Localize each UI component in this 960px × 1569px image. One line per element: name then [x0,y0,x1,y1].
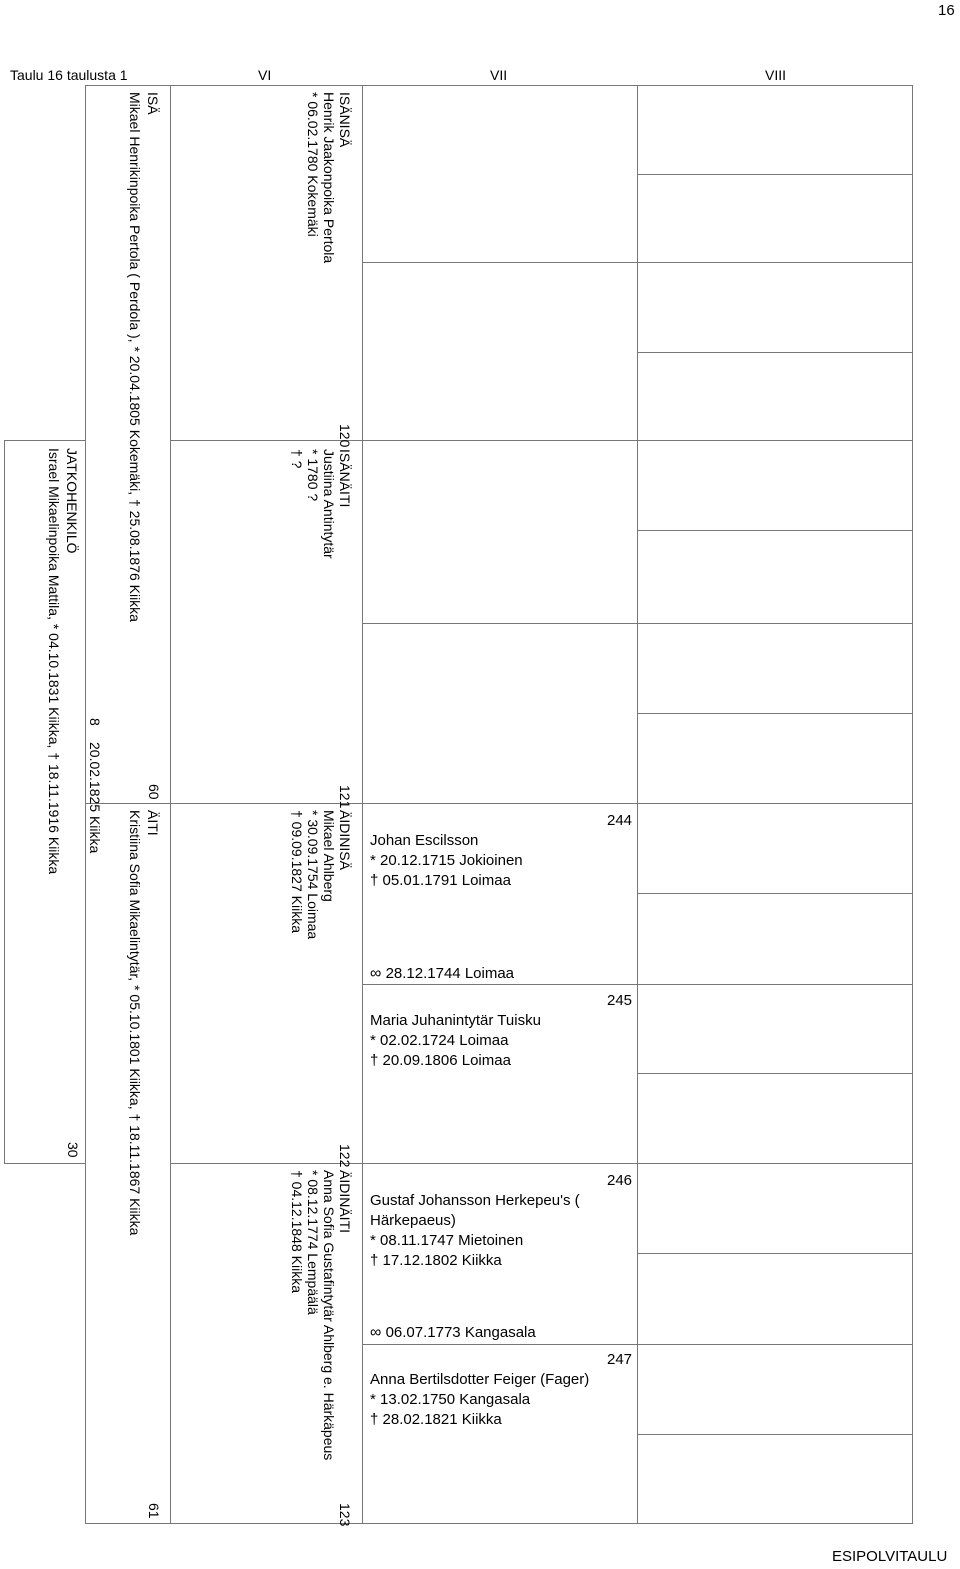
marriage-246-text: 06.07.1773 Kangasala [385,1324,536,1341]
proband-number: 30 [65,1142,81,1158]
page-number: 16 [938,2,955,19]
ancestor-247-death: † 28.02.1821 Kiikka [370,1411,502,1428]
maternal-grandmother-number: 122 [337,1144,353,1168]
mother-entry [126,810,162,1235]
maternal-grandmother-name: Anna Sofia Gustafintytär Ahlberg e. Härkäpeus [321,1170,337,1461]
ancestor-245-name: Maria Juhanintytär Tuisku [370,1012,541,1029]
generation-vii-label: VII [490,67,508,83]
paternal-grandfather-birth: * 06.02.1780 Kokemäki [305,92,321,237]
table-title: Taulu 16 taulustа 1 [10,67,128,83]
paternal-grandfather-label: ISÄNISÄ [337,92,353,148]
maternal-grandmother-number-2: 123 [337,1503,353,1527]
parents-marriage-date: 20.02.1825 Kiikka [87,742,103,854]
father-details: Mikael Henrikinpoika Pertola ( Perdola ), * 20.04.1805 Kokemäki, † 25.08.1876 Kiikka [127,92,143,622]
ancestor-244 [370,831,523,891]
marriage-icon: ∞ [370,1324,382,1341]
maternal-grandmother-entry [289,1170,353,1460]
parents-marriage-date-block [86,742,104,853]
generation-viii-label: VIII [765,67,787,83]
ancestor-246-death: † 17.12.1802 Kiikka [370,1252,502,1269]
maternal-grandfather-death: † 09.09.1827 Kiikka [289,810,305,933]
generation-vi-label: VI [258,67,272,83]
marriage-246 [370,1323,536,1343]
proband-details: Israel Mikaelinpoika Mattila, * 04.10.1831 Kiikka, † 18.11.1916 Kiikka [46,448,62,875]
paternal-grandmother-entry [289,449,353,559]
maternal-grandfather-label: ÄIDINISÄ [337,810,353,870]
ancestor-247-number: 247 [607,1351,633,1368]
parents-marriage [86,718,104,726]
ancestor-246-name-line2: Härkepaeus) [370,1212,456,1229]
maternal-grandmother-label: ÄIDINÄITI [337,1170,353,1234]
proband-label: JATKOHENKILÖ [64,448,80,554]
father-number: 60 [146,784,162,800]
paternal-grandmother-birth: * 1780 ? [305,449,321,502]
ancestor-247-birth: * 13.02.1750 Kangasala [370,1391,531,1408]
paternal-grandfather-name: Henrik Jaakonpoika Pertola [321,92,337,264]
maternal-grandmother-birth: * 08.12.1774 Lempäälä [305,1170,321,1315]
maternal-grandfather-name: Mikael Ahlberg [321,810,337,902]
paternal-grandfather-entry [305,92,353,263]
maternal-grandfather-entry [289,810,353,939]
father-label: ISÄ [145,92,161,115]
ancestor-247 [370,1370,589,1430]
ancestor-246-name-line1: Gustaf Johansson Herkepeu's ( [370,1192,580,1209]
footer-label: ESIPOLVITAULU [832,1548,948,1565]
ancestor-246 [370,1191,580,1271]
maternal-grandfather-birth: * 30.09.1754 Loimaa [305,810,321,940]
ancestor-246-birth: * 08.11.1747 Mietoinen [370,1232,524,1249]
parents-marriage-number: 8 [87,718,103,726]
mother-label: ÄITI [145,810,161,836]
proband-entry [45,448,81,874]
ancestor-244-number: 244 [607,812,633,829]
paternal-grandmother-label: ISÄNÄITI [337,449,353,508]
marriage-244 [370,964,514,984]
paternal-grandmother-number: 120 [337,424,353,448]
ancestor-244-death: † 05.01.1791 Loimaa [370,872,511,889]
ancestor-244-name: Johan Escilsson [370,832,479,849]
paternal-grandmother-name: Justiina Antintytär [321,449,337,559]
ancestor-245-death: † 20.09.1806 Loimaa [370,1052,511,1069]
mother-number: 61 [146,1503,162,1519]
marriage-icon: ∞ [370,965,382,982]
ancestor-246-number: 246 [607,1172,633,1189]
maternal-grandmother-death: † 04.12.1848 Kiikka [289,1170,305,1293]
father-entry [126,92,162,622]
ancestor-247-name: Anna Bertilsdotter Feiger (Fager) [370,1371,590,1388]
ancestor-245-number: 245 [607,992,633,1009]
ancestor-244-birth: * 20.12.1715 Jokioinen [370,852,523,869]
ancestor-245-birth: * 02.02.1724 Loimaa [370,1032,509,1049]
maternal-grandfather-number: 121 [337,785,353,809]
marriage-244-text: 28.12.1744 Loimaa [385,965,515,982]
paternal-grandmother-death: † ? [289,449,305,469]
ancestor-245 [370,1011,541,1071]
mother-details: Kristiina Sofia Mikaelintytär, * 05.10.1801 Kiikka, † 18.11.1867 Kiikka [127,810,143,1236]
